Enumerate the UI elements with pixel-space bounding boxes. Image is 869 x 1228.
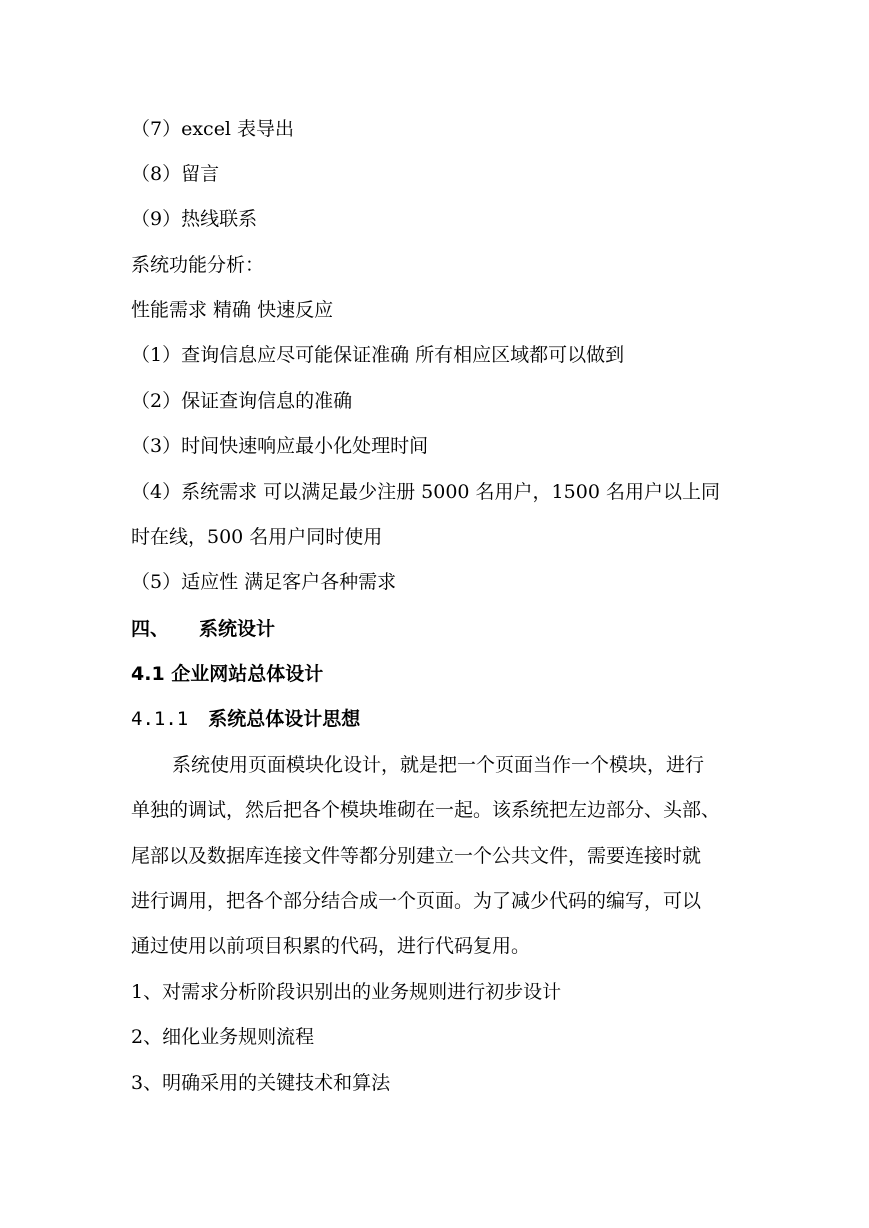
section-heading bbox=[131, 617, 275, 641]
subsection-heading-4-1: 4.1 企业网站总体设计 bbox=[131, 663, 324, 685]
section-number: 四、 bbox=[131, 618, 170, 640]
requirement-5: （5）适应性 满足客户各种需求 bbox=[131, 571, 397, 593]
list-item-message: （8）留言 bbox=[131, 163, 220, 185]
step-3: 3、明确采用的关键技术和算法 bbox=[131, 1072, 391, 1094]
paragraph-line-2: 单独的调试，然后把各个模块堆砌在一起。该系统把左边部分、头部、 bbox=[131, 799, 721, 821]
paragraph-line-4: 进行调用，把各个部分结合成一个页面。为了减少代码的编写，可以 bbox=[131, 890, 702, 912]
performance-label: 性能需求 精确 快速反应 bbox=[131, 299, 334, 321]
requirement-2: （2）保证查询信息的准确 bbox=[131, 390, 353, 412]
requirement-1: （1）查询信息应尽可能保证准确 所有相应区域都可以做到 bbox=[131, 344, 625, 366]
requirement-4-cont: 时在线，500 名用户同时使用 bbox=[131, 526, 383, 548]
paragraph-line-5: 通过使用以前项目积累的代码，进行代码复用。 bbox=[131, 935, 531, 957]
requirement-4: （4）系统需求 可以满足最少注册 5000 名用户，1500 名用户以上同 bbox=[131, 481, 720, 503]
paragraph-line-1: 系统使用页面模块化设计，就是把一个页面当作一个模块，进行 bbox=[172, 754, 705, 776]
step-2: 2、细化业务规则流程 bbox=[131, 1026, 315, 1048]
subsection-title: 系统总体设计思想 bbox=[208, 708, 361, 730]
list-item-excel-export: （7）excel 表导出 bbox=[131, 118, 295, 140]
section-title: 系统设计 bbox=[199, 618, 276, 640]
subsection-heading-4-1-1 bbox=[131, 707, 360, 731]
step-1: 1、对需求分析阶段识别出的业务规则进行初步设计 bbox=[131, 981, 562, 1003]
requirement-3: （3）时间快速响应最小化处理时间 bbox=[131, 435, 429, 457]
paragraph-line-3: 尾部以及数据库连接文件等都分别建立一个公共文件，需要连接时就 bbox=[131, 845, 702, 867]
list-item-hotline: （9）热线联系 bbox=[131, 208, 258, 230]
subsection-number: 4.1.1 bbox=[131, 708, 189, 730]
func-analysis-label: 系统功能分析： bbox=[131, 254, 265, 276]
